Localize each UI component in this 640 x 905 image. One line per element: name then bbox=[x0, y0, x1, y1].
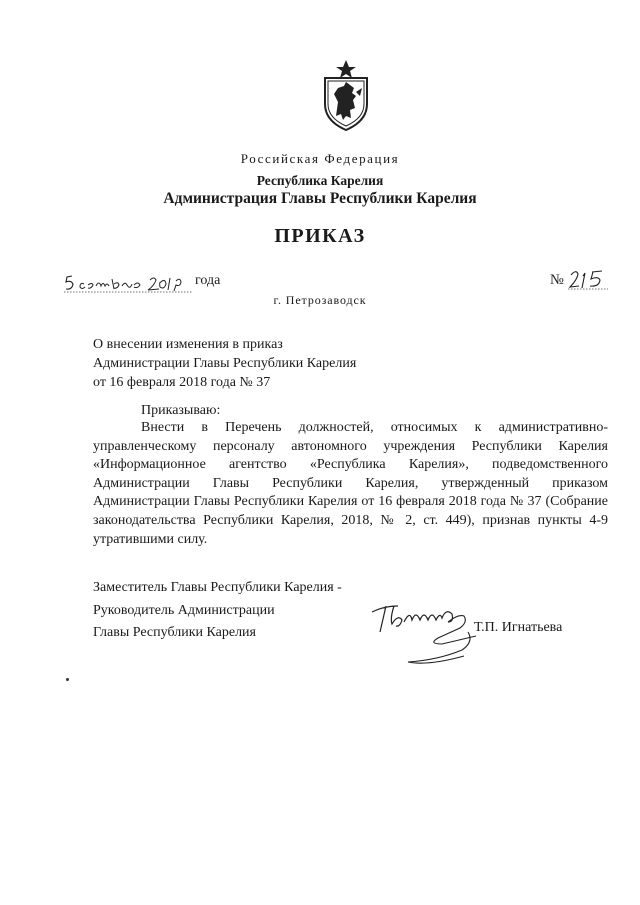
document-subject bbox=[93, 335, 356, 392]
federation-label: Российская Федерация bbox=[240, 151, 400, 166]
administration-label: Администрация Главы Республики Карелия bbox=[163, 190, 477, 207]
signer-name: Т.П. Игнатьева bbox=[474, 620, 563, 635]
handwritten-number bbox=[568, 268, 610, 292]
signer-line: Заместитель Главы Республики Карелия - bbox=[93, 580, 342, 595]
order-word: Приказываю: bbox=[141, 403, 221, 418]
year-word: года bbox=[195, 273, 221, 288]
signer-line: Руководитель Администрации bbox=[93, 602, 275, 618]
subject-line: Администрации Главы Республики Карелия bbox=[93, 356, 357, 371]
order-body bbox=[93, 419, 608, 549]
dot-mark bbox=[66, 678, 69, 681]
subject-line: О внесении изменения в приказ bbox=[93, 337, 283, 352]
city-label: г. Петрозаводск bbox=[273, 293, 367, 307]
order-body-text: Внести в Перечень должностей, относимых к административно-управленческому персоналу автономного учреждения Республики Карелия «Информационное агентство «Республика Карелия», подведомственного Администрации Главы Республики Карелия, утвержденный приказом Администрации Главы Республики Карелия от 16 февраля 2018 года № 37 (Собрание законодательства Республики Карелия, 2018, № 2, ст. 449), признав пункты 4-9 утратившими силу. bbox=[93, 420, 608, 547]
signer-position bbox=[93, 577, 342, 645]
coat-of-arms-icon bbox=[316, 58, 376, 132]
document-title: ПРИКАЗ bbox=[274, 225, 366, 247]
republic-label: Республика Карелия bbox=[256, 173, 384, 188]
number-sign: № bbox=[550, 272, 564, 288]
signer-line: Главы Республики Карелия bbox=[93, 625, 256, 640]
subject-line: от 16 февраля 2018 года № 37 bbox=[93, 375, 271, 390]
